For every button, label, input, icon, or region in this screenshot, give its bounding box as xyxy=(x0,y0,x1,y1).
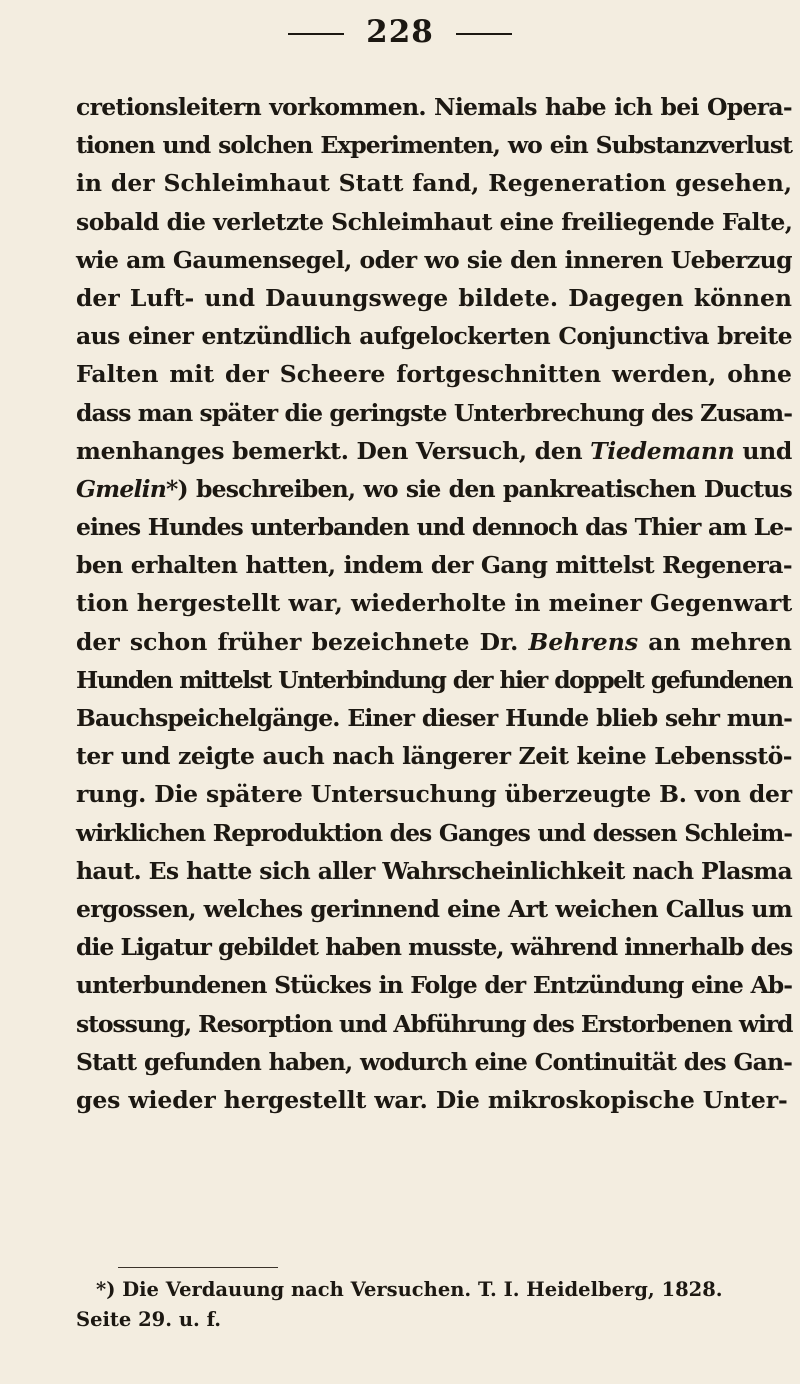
text-line-behrens xyxy=(76,623,792,661)
text-line: eines Hundes unterbanden und dennoch das Thier am Le- xyxy=(76,513,792,542)
page-header xyxy=(0,14,800,50)
line-segment: *) beschreiben, wo sie den pankreatischen Ductus xyxy=(166,474,792,503)
text-line: haut. Es hatte sich aller Wahrscheinlichkeit nach Plasma xyxy=(76,856,792,885)
text-line: wirklichen Reproduktion des Ganges und dessen Schleim- xyxy=(76,818,792,847)
footnote-line: Seite 29. u. f. xyxy=(76,1308,222,1331)
text-line: Bauchspeichelgänge. Einer dieser Hunde blieb sehr mun- xyxy=(76,704,792,732)
author-name-behrens: Behrens xyxy=(528,627,639,656)
text-line: Hunden mittelst Unterbindung der hier doppelt gefundenen xyxy=(76,665,792,694)
text-line: dass man später die geringste Unterbrechung des Zusam- xyxy=(76,398,793,427)
page-number: 228 xyxy=(366,14,434,50)
text-line-gmelin xyxy=(76,470,792,508)
text-line: die Ligatur gebildet haben musste, während innerhalb des xyxy=(76,933,793,962)
text-line: cretionsleitern vorkommen. Niemals habe ich bei Opera- xyxy=(76,93,792,121)
text-line: sobald die verletzte Schleimhaut eine freiliegende Falte, xyxy=(76,207,793,236)
author-name-tiedemann: Tiedemann xyxy=(590,436,735,465)
line-segment: der schon früher bezeichnete Dr. xyxy=(76,627,529,656)
header-dash-left xyxy=(288,33,344,35)
header-dash-right xyxy=(456,33,512,35)
text-line: stossung, Resorption und Abführung des Erstorbenen wird xyxy=(76,1009,793,1038)
text-line: wie am Gaumensegel, oder wo sie den inneren Ueberzug xyxy=(76,245,792,274)
line-segment: an mehren xyxy=(638,627,793,656)
text-line: tionen und solchen Experimenten, wo ein Substanzverlust xyxy=(76,131,792,160)
text-line: Statt gefunden haben, wodurch eine Continuität des Gan- xyxy=(76,1047,792,1076)
text-line: aus einer entzündlich aufgelockerten Conjunctiva breite xyxy=(76,322,792,351)
line-segment: und xyxy=(734,436,793,465)
line-segment: menhanges bemerkt. Den Versuch, den xyxy=(76,436,591,465)
footnote xyxy=(76,1275,792,1335)
text-line-tiedemann xyxy=(76,432,792,470)
text-line: in der Schleimhaut Statt fand, Regeneration gesehen, xyxy=(76,169,792,198)
text-line: ergossen, welches gerinnend eine Art weichen Callus um xyxy=(76,894,792,923)
footnote-line: *) Die Verdauung nach Versuchen. T. I. Heidelberg, 1828. xyxy=(96,1278,723,1301)
author-name-gmelin: Gmelin xyxy=(76,474,167,503)
text-line: ges wieder hergestellt war. Die mikroskopische Unter- xyxy=(76,1085,788,1114)
text-line: ben erhalten hatten, indem der Gang mittelst Regenera- xyxy=(76,551,792,580)
text-line: rung. Die spätere Untersuchung überzeugte B. von der xyxy=(76,780,792,809)
text-line: Falten mit der Scheere fortgeschnitten werden, ohne xyxy=(76,360,792,389)
text-line: der Luft- und Dauungswege bildete. Dagegen können xyxy=(76,283,792,312)
footnote-rule xyxy=(118,1267,278,1268)
text-line: unterbundenen Stückes in Folge der Entzündung eine Ab- xyxy=(76,971,792,1000)
text-line: ter und zeigte auch nach längerer Zeit keine Lebensstö- xyxy=(76,742,792,771)
text-line: tion hergestellt war, wiederholte in meiner Gegenwart xyxy=(76,589,793,618)
body-text xyxy=(76,88,792,1119)
